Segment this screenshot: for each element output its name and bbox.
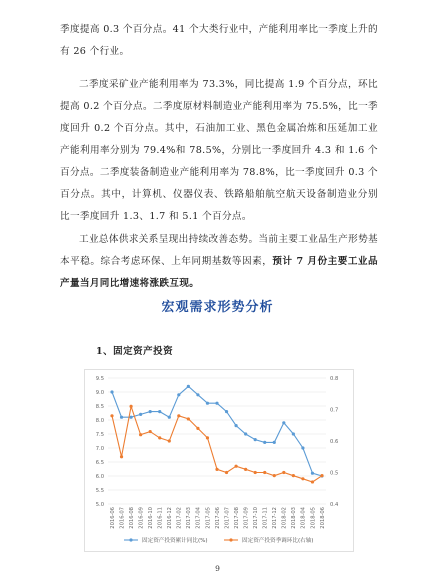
legend-marker	[129, 538, 132, 541]
series-point	[206, 402, 209, 405]
x-tick-label: 2018-02	[281, 507, 288, 529]
x-tick-label: 2016-11	[157, 507, 164, 529]
section-title: 宏观需求形势分析	[161, 300, 274, 315]
paragraph-supply-demand-text: 工业总体供求关系呈现出持续改善态势。当前主要工业品生产形势基本平稳。综合考虑环保、上年同期基数等因素，	[60, 234, 378, 267]
x-tick-label: 2017-05	[205, 507, 212, 529]
x-tick-label: 2017-08	[233, 507, 240, 529]
x-tick-label: 2017-02	[176, 507, 183, 529]
series-point	[110, 390, 113, 393]
left-tick-label: 6.0	[95, 473, 104, 480]
x-tick-label: 2017-10	[252, 507, 259, 529]
x-tick-label: 2017-07	[224, 507, 231, 529]
legend-label: 固定资产投资季调环比(右轴)	[242, 538, 314, 544]
right-tick-label: 0.6	[330, 438, 339, 445]
right-tick-label: 0.8	[330, 375, 339, 382]
left-tick-label: 9.5	[95, 375, 104, 382]
x-axis-ticks	[110, 506, 326, 528]
series-point	[301, 446, 304, 449]
series-point	[196, 427, 199, 430]
series-point	[139, 413, 142, 416]
series-point	[273, 441, 276, 444]
right-tick-label: 0.5	[330, 470, 339, 477]
series-point	[158, 436, 161, 439]
left-tick-label: 5.0	[95, 501, 104, 508]
series-point	[168, 416, 171, 419]
series-point	[320, 474, 323, 477]
series-point	[129, 405, 132, 408]
series-point	[129, 416, 132, 419]
series-point	[187, 417, 190, 420]
series-point	[225, 410, 228, 413]
subsection-title: 1、固定资产投资	[96, 346, 174, 357]
x-tick-label: 2016-07	[119, 507, 126, 529]
series-point	[120, 416, 123, 419]
series-point	[263, 441, 266, 444]
series-point	[254, 438, 257, 441]
fixed-asset-investment-chart	[84, 369, 354, 552]
series-point	[120, 455, 123, 458]
x-tick-label: 2016-06	[109, 507, 116, 529]
x-tick-label: 2018-03	[291, 507, 298, 529]
paragraph-capacity-summary: 季度提高 0.3 个百分点。41 个大类行业中，产能利用率比一季度上升的有 26 个行业。	[60, 24, 378, 57]
series-point	[149, 410, 152, 413]
paragraph-sector-capacity: 二季度采矿业产能利用率为 73.3%，同比提高 1.9 个百分点，环比提高 0.2 个百分点。二季度原材料制造业产能利用率为 75.5%，比一季度回升 0.2 个百分点。其中，石油加工业、黑色金属冶炼和压延加工业产能利用率分别为 79.4%和 78.5%，分别比一季度回升 4.3 和 1.6 个百分点。二季度装备制造业产能利用率为 78.8%，比一季度回升 0.3 个百分点。其中，计算机、仪器仪表、铁路船舶航空航天设备制造业分别比一季度回升 1.3、1.7 和 5.1 个百分点。	[60, 79, 378, 222]
series-point	[158, 410, 161, 413]
x-tick-label: 2017-09	[243, 507, 250, 529]
x-tick-label: 2017-04	[195, 507, 202, 529]
left-tick-label: 9.0	[95, 389, 104, 396]
series-point	[225, 471, 228, 474]
x-tick-label: 2016-10	[147, 507, 154, 529]
x-tick-label: 2017-12	[272, 507, 279, 529]
page-number: 9	[215, 564, 220, 573]
x-tick-label: 2016-08	[128, 507, 135, 529]
x-tick-label: 2018-05	[310, 507, 317, 529]
series-point	[215, 402, 218, 405]
series-point	[301, 477, 304, 480]
series-point	[292, 432, 295, 435]
paragraph-supply-demand	[60, 229, 378, 295]
x-tick-label: 2016-12	[167, 507, 174, 529]
series-point	[254, 471, 257, 474]
right-tick-label: 0.7	[330, 407, 339, 414]
left-tick-label: 5.5	[95, 487, 104, 494]
x-tick-label: 2018-06	[319, 507, 326, 529]
series-point	[149, 430, 152, 433]
x-tick-label: 2016-09	[138, 507, 145, 529]
left-tick-label: 6.5	[95, 459, 104, 466]
series-point	[234, 465, 237, 468]
series-point	[110, 414, 113, 417]
series-point	[311, 472, 314, 475]
left-tick-label: 8.0	[95, 417, 104, 424]
chart-svg	[84, 369, 354, 552]
series-point	[282, 471, 285, 474]
series-point	[139, 433, 142, 436]
series-point	[187, 385, 190, 388]
series-point	[311, 480, 314, 483]
x-tick-label: 2017-03	[186, 507, 193, 529]
x-tick-label: 2017-06	[214, 507, 221, 529]
series-point	[206, 436, 209, 439]
series-point	[177, 414, 180, 417]
series-point	[234, 424, 237, 427]
left-tick-label: 7.0	[95, 445, 104, 452]
x-tick-label: 2017-11	[262, 507, 269, 529]
series-point	[292, 474, 295, 477]
series-point	[244, 432, 247, 435]
series-point	[177, 393, 180, 396]
left-tick-label: 8.5	[95, 403, 104, 410]
series-point	[273, 474, 276, 477]
legend-label: 固定资产投资累计同比(%)	[142, 538, 208, 544]
paragraph-forecast-bold: 预计 7 月份主要工业品产量当月同比增速将涨跌互现。	[60, 256, 378, 289]
series-point	[196, 393, 199, 396]
left-tick-label: 7.5	[95, 431, 104, 438]
series-point	[168, 439, 171, 442]
series-point	[282, 421, 285, 424]
series-point	[215, 468, 218, 471]
right-tick-label: 0.4	[330, 501, 339, 508]
series-point	[244, 468, 247, 471]
x-tick-label: 2018-04	[300, 507, 307, 529]
series-point	[263, 471, 266, 474]
legend-marker	[229, 538, 232, 541]
